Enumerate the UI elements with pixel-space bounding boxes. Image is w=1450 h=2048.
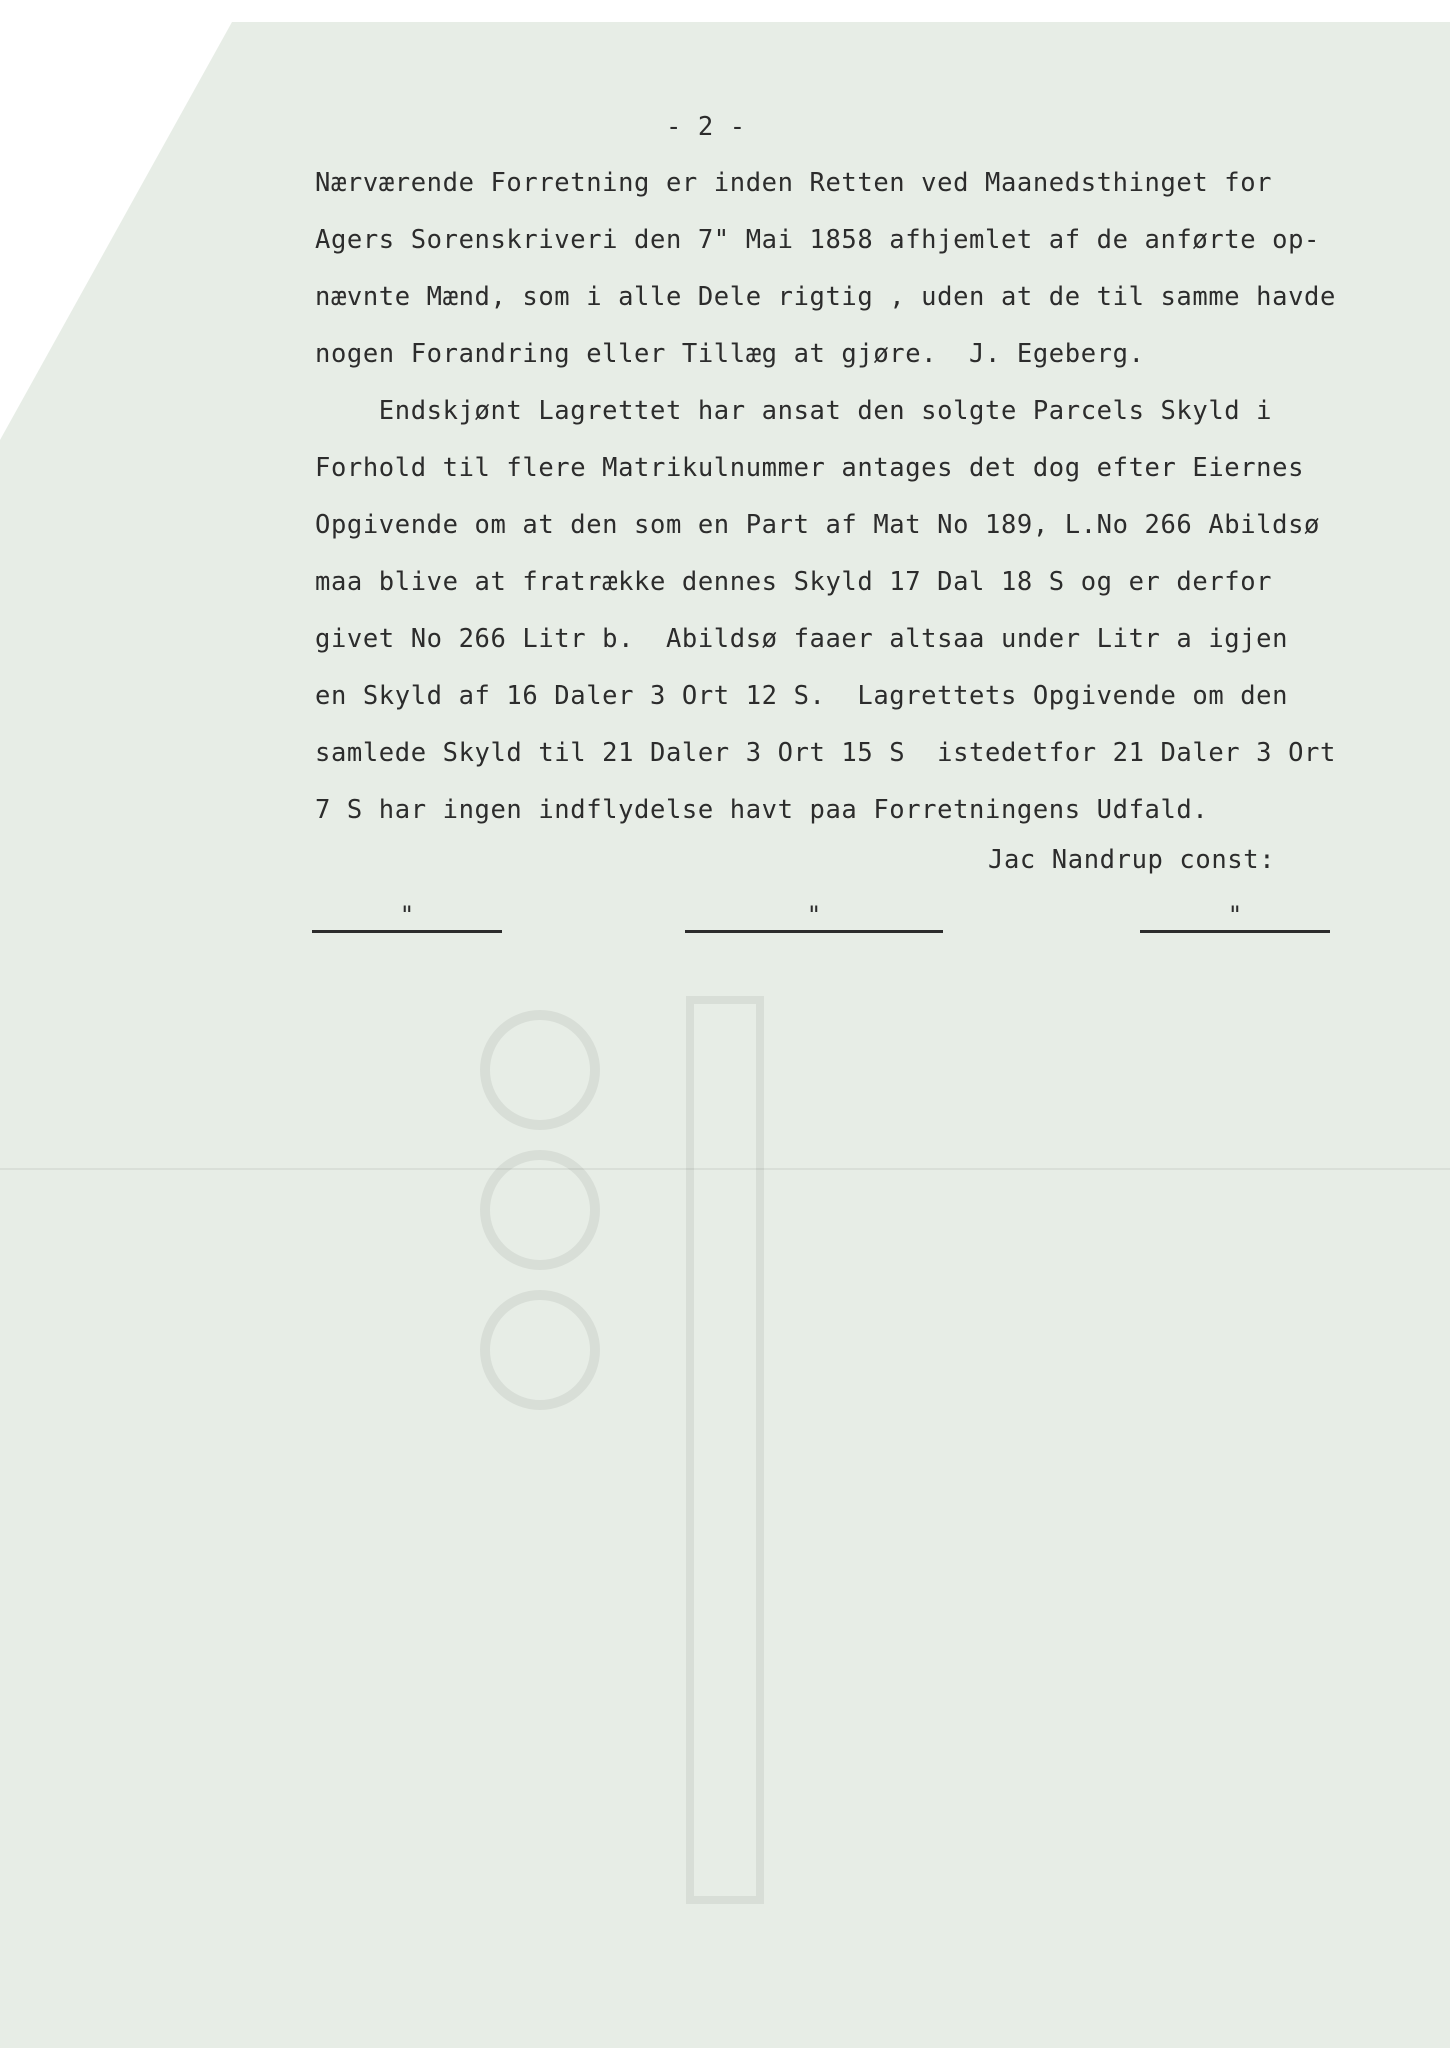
signature-block-left — [312, 900, 502, 933]
signature-block-center — [685, 900, 943, 933]
text-line-2: Agers Sorenskriveri den 7" Mai 1858 afhjemlet af de anførte op- — [315, 225, 1320, 255]
signature-rule — [312, 930, 502, 933]
ditto-mark: " — [1227, 901, 1243, 929]
text-line-11: samlede Skyld til 21 Daler 3 Ort 15 S istedetfor 21 Daler 3 Ort — [315, 738, 1336, 768]
signature-line: Jac Nandrup const: — [988, 845, 1276, 875]
text-line-7: Opgivende om at den som en Part af Mat No 189, L.No 266 Abildsø — [315, 510, 1320, 540]
text-line-3: nævnte Mænd, som i alle Dele rigtig , uden at de til samme havde — [315, 282, 1336, 312]
text-line-5: Endskjønt Lagrettet har ansat den solgte Parcels Skyld i — [315, 396, 1273, 426]
text-line-1: Nærværende Forretning er inden Retten ved Maanedsthinget for — [315, 168, 1273, 198]
text-line-10: en Skyld af 16 Daler 3 Ort 12 S. Lagrettets Opgivende om den — [315, 681, 1289, 711]
ditto-mark: " — [806, 901, 822, 929]
text-line-8: maa blive at fratrække dennes Skyld 17 Dal 18 S og er derfor — [315, 567, 1273, 597]
text-line-9: givet No 266 Litr b. Abildsø faaer altsaa under Litr a igjen — [315, 624, 1289, 654]
signature-rule — [1140, 930, 1330, 933]
ditto-mark: " — [399, 901, 415, 929]
page-number: - 2 - — [666, 112, 746, 142]
text-line-4: nogen Forandring eller Tillæg at gjøre. J. Egeberg. — [315, 339, 1145, 369]
text-line-6: Forhold til flere Matrikulnummer antages det dog efter Eiernes — [315, 453, 1305, 483]
signature-rule — [685, 930, 943, 933]
faint-watermark — [460, 960, 880, 2048]
signature-block-right — [1140, 900, 1330, 933]
text-line-12: 7 S har ingen indflydelse havt paa Forretningens Udfald. — [315, 795, 1209, 825]
